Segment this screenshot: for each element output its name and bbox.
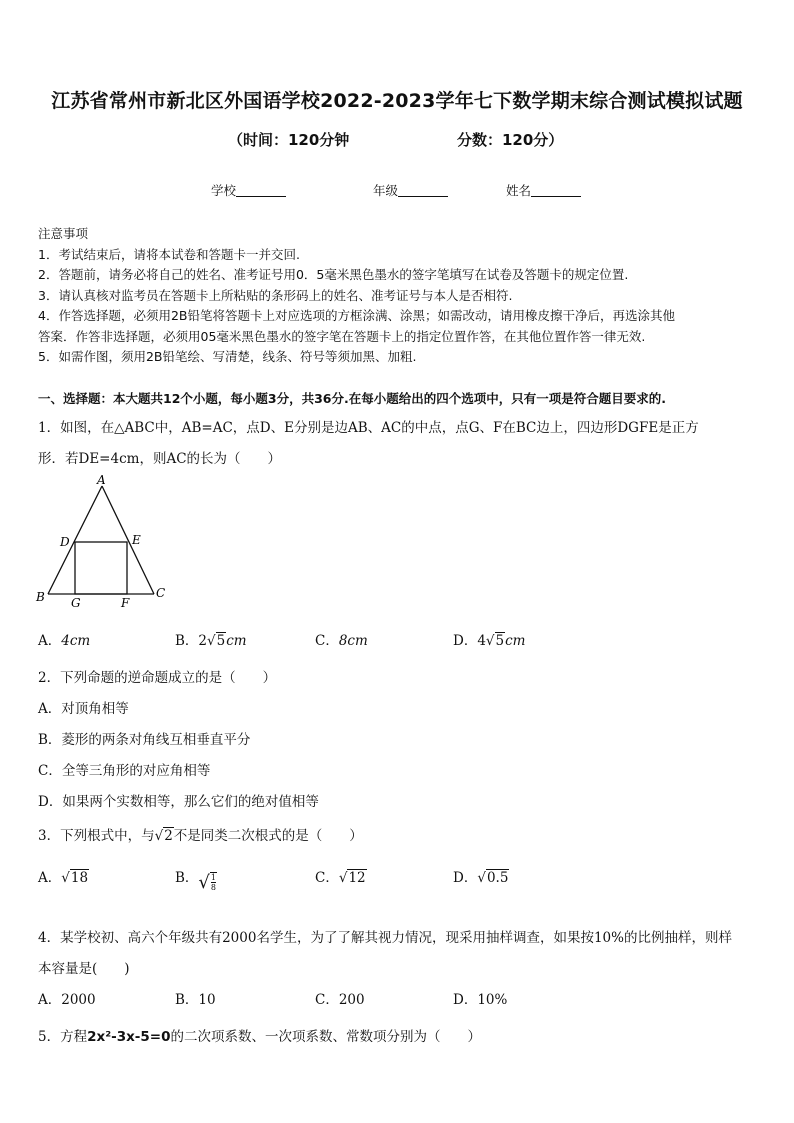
q3-option-c[interactable]: C．√12 bbox=[315, 870, 366, 886]
square-dgfe bbox=[75, 542, 127, 594]
exam-title: 江苏省常州市新北区外国语学校2022-2023学年七下数学期末综合测试模拟试题 bbox=[51, 90, 743, 112]
equation: 2x²-3x-5=0 bbox=[87, 1029, 171, 1045]
radical: $√\frac{1}{8}$ bbox=[198, 872, 216, 893]
note-item: 1．考试结束后，请将本试卷和答题卡一并交回. bbox=[38, 246, 300, 262]
exam-time: （时间：120分钟 bbox=[228, 131, 350, 149]
label-c: C bbox=[156, 586, 166, 600]
label-g: G bbox=[71, 596, 81, 610]
q4-option-a[interactable]: A．2000 bbox=[38, 992, 96, 1008]
grade-field[interactable]: 年级 bbox=[373, 181, 448, 199]
section-heading: 一、选择题：本大题共12个小题，每小题3分，共36分.在每小题给出的四个选项中，只有一项是符合题目要求的. bbox=[38, 391, 666, 406]
note-item: 4．作答选择题，必须用2B铅笔将答题卡上对应选项的方框涂满、涂黑；如需改动，请用橡皮擦干净后，再选涂其他 bbox=[38, 308, 675, 323]
question-5-stem: 5．方程2x²-3x-5=0的二次项系数、一次项系数、常数项分别为（ ） bbox=[38, 1029, 482, 1045]
q2-option-a[interactable]: A．对顶角相等 bbox=[38, 701, 129, 717]
label-f: F bbox=[121, 596, 130, 610]
radical: √0.5 bbox=[477, 870, 509, 886]
question-1-line1: 1．如图，在△ABC中，AB=AC，点D、E分别是边AB、AC的中点，点G、F在BC边上，四边形DGFE是正方 bbox=[38, 420, 699, 436]
q3-option-d[interactable]: D．√0.5 bbox=[453, 870, 509, 886]
q2-option-d[interactable]: D．如果两个实数相等，那么它们的绝对值相等 bbox=[38, 794, 319, 810]
name-blank[interactable] bbox=[531, 184, 581, 197]
school-blank[interactable] bbox=[236, 184, 286, 197]
q4-option-c[interactable]: C．200 bbox=[315, 992, 365, 1008]
label-d: D bbox=[60, 535, 70, 549]
q4-option-b[interactable]: B．10 bbox=[175, 992, 216, 1008]
q3-option-a[interactable]: A．√18 bbox=[38, 870, 89, 886]
note-item: 3．请认真核对监考员在答题卡上所粘贴的条形码上的姓名、准考证号与本人是否相符. bbox=[38, 287, 513, 303]
label-e: E bbox=[132, 533, 141, 547]
radical: √2 bbox=[154, 828, 173, 844]
school-field[interactable]: 学校 bbox=[211, 181, 286, 199]
name-field[interactable]: 姓名 bbox=[506, 181, 581, 199]
question-4-line2: 本容量是( ) bbox=[38, 961, 130, 977]
q1-option-a[interactable]: A．4cm bbox=[38, 633, 91, 649]
radical: √12 bbox=[338, 870, 366, 886]
side-ac bbox=[102, 486, 154, 594]
q1-option-b[interactable]: B．2√5cm bbox=[175, 633, 247, 649]
q1-option-d[interactable]: D．4√5cm bbox=[453, 633, 526, 649]
radical: √5 bbox=[485, 633, 505, 649]
radical: √18 bbox=[61, 870, 89, 886]
q4-option-d[interactable]: D．10% bbox=[453, 992, 508, 1008]
note-item: 答案．作答非选择题，必须用05毫米黑色墨水的签字笔在答题卡上的指定位置作答，在其他位置作答一律无效. bbox=[38, 328, 646, 344]
question-1-line2: 形．若DE=4cm，则AC的长为（ ） bbox=[38, 451, 282, 467]
question-2-stem: 2．下列命题的逆命题成立的是（ ） bbox=[38, 670, 277, 686]
q2-option-c[interactable]: C．全等三角形的对应角相等 bbox=[38, 763, 211, 779]
exam-score: 分数：120分） bbox=[457, 131, 564, 149]
label-a: A bbox=[97, 473, 106, 487]
grade-blank[interactable] bbox=[398, 184, 448, 197]
note-item: 5．如需作图，须用2B铅笔绘、写清楚，线条、符号等须加黑、加粗. bbox=[38, 349, 417, 364]
q1-option-c[interactable]: C．8cm bbox=[315, 633, 368, 649]
triangle-figure bbox=[34, 472, 174, 612]
question-3-stem: 3．下列根式中，与√2不是同类二次根式的是（ ） bbox=[38, 828, 363, 844]
label-b: B bbox=[36, 590, 45, 604]
q2-option-b[interactable]: B．菱形的两条对角线互相垂直平分 bbox=[38, 732, 251, 748]
radical: √5 bbox=[207, 633, 226, 649]
note-item: 2．答题前，请务必将自己的姓名、准考证号用0．5毫米黑色墨水的签字笔填写在试卷及答题卡的规定位置. bbox=[38, 267, 629, 282]
question-4-line1: 4．某学校初、高六个年级共有2000名学生，为了了解其视力情况，现采用抽样调查，如果按10%的比例抽样，则样 bbox=[38, 930, 732, 946]
q3-option-b[interactable]: B．$√\frac{1}{8}$ bbox=[175, 866, 217, 893]
exam-notes bbox=[38, 224, 758, 368]
notes-heading: 注意事项 bbox=[38, 226, 89, 241]
